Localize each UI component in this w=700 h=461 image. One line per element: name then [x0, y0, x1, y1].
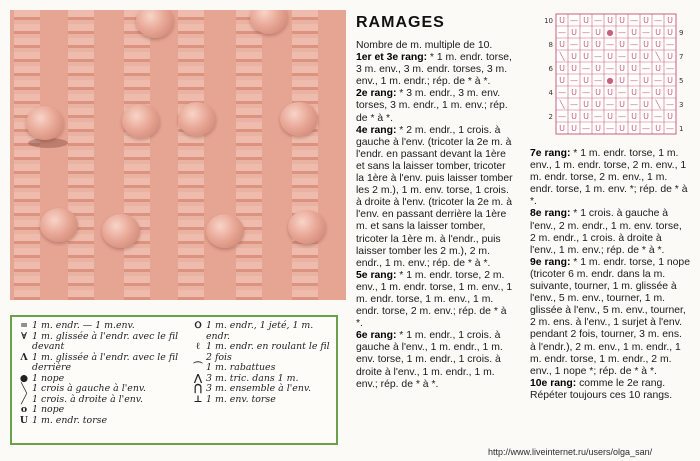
- row-label: 9e rang:: [530, 256, 571, 268]
- row-text: * 1 m. endr. torse, 1 m. env., 1 m. endr. torse, 2 m. env., 1 m. endr. torse, 2 m. env., 1 m. endr. torse, 1 m. env. *; rép. de * à *.: [530, 148, 688, 208]
- legend-text: 1 m. endr. en roulant le fil 2 fois: [206, 341, 330, 363]
- stitch-chart: [544, 12, 696, 138]
- chart-cell-symbol: U: [583, 100, 589, 109]
- chart-cell-symbol: —: [606, 64, 614, 73]
- legend-text: 1 crois à gauche à l'env.: [32, 383, 147, 394]
- chart-cell-symbol: U: [643, 76, 649, 85]
- bobble: [288, 210, 326, 244]
- chart-cell-symbol: —: [594, 52, 602, 61]
- chart-cell-symbol: U: [655, 64, 661, 73]
- legend-text: 1 m. env. torse: [206, 393, 276, 405]
- chart-cell-symbol: —: [558, 112, 566, 121]
- row-text: * 1 m. endr. torse, 1 nope (tricoter 6 m. endr. dans la m. suivante, tourner, 1 m. glissée à l'env., 5 m. env., tourner, 1 m. glissée à l'env., 5 m. env., tourner, 2 m. ens. à l'env., 1 surjet à l'env. pendant 2 fois, tourner, 3 m. ens. à l'endr.), 2 m. env., 1 m. endr., 1 m. endr. torse, 1 m. endr., 2 m. env., 1 nope *; rép. de * à *.: [530, 256, 690, 377]
- chart-row-number: 4: [548, 89, 553, 97]
- chart-row-number: 6: [548, 65, 553, 73]
- legend-item: [16, 332, 188, 353]
- chart-cell-symbol: U: [583, 16, 589, 25]
- chart-cell-symbol: U: [643, 112, 649, 121]
- chart-cell-symbol: —: [594, 112, 602, 121]
- row-instruction: [530, 257, 690, 378]
- chart-cell-symbol: —: [558, 88, 566, 97]
- chart-cell-symbol: —: [654, 112, 662, 121]
- chart-cell-symbol: —: [666, 64, 674, 73]
- legend-item: [190, 363, 336, 374]
- row-text: comme le 2e rang. Répéter toujours ces 10 rangs.: [530, 377, 673, 401]
- row-label: 7e rang:: [530, 148, 571, 159]
- bobble: [136, 10, 174, 38]
- legend-item: [16, 416, 188, 427]
- chart-cell-symbol: U: [571, 124, 577, 133]
- bind-off-icon: ⌒: [193, 362, 203, 373]
- row-label: 6e rang:: [356, 330, 397, 342]
- legend-text: 1 m. endr., 1 jeté, 1 m. endr.: [206, 320, 314, 342]
- chart-cell-symbol: U: [667, 112, 673, 121]
- chart-cell-symbol: —: [606, 100, 614, 109]
- source-url: http://www.liveinternet.ru/users/olga_san/: [488, 447, 653, 457]
- stitch-legend: [10, 315, 338, 445]
- twisted-knit-icon: U: [19, 414, 29, 426]
- chart-cell-symbol: ╲: [559, 100, 565, 109]
- chart-cell-symbol: U: [559, 124, 565, 133]
- chart-cell-symbol: —: [570, 76, 578, 85]
- chart-row-number: 2: [548, 113, 553, 121]
- knit-stitch-icon: =: [20, 320, 28, 331]
- row-instruction: [530, 378, 690, 402]
- chart-row-number: 5: [679, 77, 684, 85]
- legend-text: 1 m. glissée à l'endr. avec le fil derrière: [32, 351, 179, 373]
- knit-rib: [14, 10, 40, 300]
- chart-cell-symbol: U: [559, 76, 565, 85]
- legend-item: [190, 395, 336, 406]
- twisted-purl-icon: ⊥: [193, 393, 203, 405]
- row-label: 4e rang:: [356, 124, 397, 136]
- bobble: [122, 104, 160, 138]
- knit-rib: [178, 10, 204, 300]
- chart-cell-symbol: U: [607, 16, 613, 25]
- chart-row-number: 3: [679, 101, 684, 109]
- legend-item: [16, 405, 188, 416]
- chart-cell-symbol: —: [570, 100, 578, 109]
- slip-yarn-back-icon: Λ: [20, 351, 28, 363]
- three-together-icon: ⋀: [194, 372, 202, 384]
- chart-row-number: 8: [548, 41, 553, 49]
- row-text: * 3 m. endr., 3 m. env. torses, 3 m. endr., 1 m. env.; rép. de * à *.: [356, 88, 508, 124]
- chart-cell-symbol: U: [583, 40, 589, 49]
- row-text: * 1 m. endr. torse, 2 m. env., 1 m. endr. torse, 1 m. env., 1 m. endr. torse, 1 m. env., 1 m. endr. torse, 2 m. env.; rép. de * à *.: [356, 269, 513, 330]
- chart-cell-symbol: —: [630, 16, 638, 25]
- chart-cell-symbol: U: [631, 112, 637, 121]
- chart-cell-symbol: —: [582, 28, 590, 37]
- chart-cell-symbol: U: [643, 40, 649, 49]
- legend-item: [190, 321, 336, 342]
- chart-cell-symbol: —: [582, 124, 590, 133]
- chart-cell-symbol: U: [643, 52, 649, 61]
- chart-cell-symbol: —: [618, 28, 626, 37]
- chart-cell-symbol: —: [630, 76, 638, 85]
- legend-item: [190, 384, 336, 395]
- chart-row-number: 7: [679, 53, 684, 61]
- pattern-title: RAMAGES: [356, 14, 445, 31]
- knit-rib: [292, 10, 318, 300]
- instructions-column-2: [530, 148, 690, 402]
- chart-cell-symbol: U: [655, 40, 661, 49]
- row-label: 10e rang:: [530, 377, 577, 389]
- chart-cell-symbol: —: [630, 100, 638, 109]
- chart-cell-symbol: —: [558, 28, 566, 37]
- chart-cell-symbol: —: [594, 16, 602, 25]
- chart-cell-symbol: U: [607, 112, 613, 121]
- row-instruction: [356, 125, 516, 270]
- chart-cell-symbol: U: [571, 28, 577, 37]
- chart-cell-symbol: —: [654, 16, 662, 25]
- row-text: * 1 m. endr. torse, 3 m. env., 3 m. endr. torses, 3 m. env., 1 m. endr.; rép. de * à *.: [356, 52, 512, 88]
- chart-cell-symbol: —: [570, 16, 578, 25]
- bobble: [178, 102, 216, 136]
- cross-right-icon: ╱: [21, 393, 27, 405]
- chart-cell-symbol: U: [571, 88, 577, 97]
- row-instruction: [356, 330, 516, 390]
- chart-cell-symbol: U: [667, 16, 673, 25]
- chart-cell-symbol: ╲: [655, 52, 661, 61]
- chart-cell-symbol: U: [607, 88, 613, 97]
- legend-text: 1 nope: [32, 404, 65, 415]
- chart-cell-symbol: —: [570, 40, 578, 49]
- legend-item: [16, 353, 188, 374]
- chart-cell-symbol: ●: [606, 28, 614, 37]
- chart-cell-symbol: U: [667, 76, 673, 85]
- chart-cell-symbol: U: [667, 88, 673, 97]
- chart-cell-symbol: U: [631, 52, 637, 61]
- row-instruction: [530, 208, 690, 256]
- row-text: * 1 crois. à gauche à l'env., 2 m. endr., 1 m. env. torse, 2 m. endr., 1 crois. à droite à l'env., 1 m. env.; rép. de * à *.: [530, 208, 682, 256]
- chart-cell-symbol: U: [667, 28, 673, 37]
- chart-cell-symbol: U: [571, 64, 577, 73]
- chart-cell-symbol: U: [619, 124, 625, 133]
- chart-cell-symbol: —: [642, 28, 650, 37]
- legend-text: 1 m. endr. — 1 m.env.: [32, 320, 135, 331]
- chart-cell-symbol: —: [654, 76, 662, 85]
- row-label: 2e rang:: [356, 88, 397, 100]
- chart-cell-symbol: U: [619, 100, 625, 109]
- chart-cell-symbol: U: [619, 64, 625, 73]
- chart-cell-symbol: —: [618, 52, 626, 61]
- bobble: [102, 214, 140, 248]
- chart-cell-symbol: U: [595, 124, 601, 133]
- knit-rib: [124, 10, 150, 300]
- chart-cell-symbol: U: [559, 16, 565, 25]
- chart-cell-symbol: —: [618, 112, 626, 121]
- chart-cell-symbol: U: [583, 76, 589, 85]
- chart-cell-symbol: —: [618, 88, 626, 97]
- chart-cell-symbol: ╲: [655, 100, 661, 109]
- chart-cell-symbol: U: [643, 16, 649, 25]
- chart-cell-symbol: —: [666, 40, 674, 49]
- legend-text: 3 m. tric. dans 1 m.: [206, 372, 299, 384]
- chart-cell-symbol: U: [571, 52, 577, 61]
- chart-row-number: 10: [544, 17, 553, 25]
- chart-cell-symbol: —: [666, 100, 674, 109]
- legend-item: [190, 342, 336, 363]
- chart-row-number: 1: [679, 125, 684, 133]
- instructions-column-1: [356, 40, 516, 391]
- chart-cell-symbol: —: [630, 40, 638, 49]
- chart-cell-symbol: U: [571, 112, 577, 121]
- chart-cell-symbol: —: [666, 124, 674, 133]
- chart-row-number: 9: [679, 29, 684, 37]
- knit-swatch-photo: [10, 10, 346, 300]
- row-text: * 1 m. endr., 1 crois. à gauche à l'env., 1 m. endr., 1 m. env. torse, 1 m. endr., 1 crois. à droite à l'env., 1 m. endr., 1 m. env.; rép. de * à *.: [356, 330, 503, 390]
- chart-cell-symbol: ╲: [559, 52, 565, 61]
- bobble: [206, 214, 244, 248]
- knit-rib: [236, 10, 262, 300]
- slip-yarn-front-icon: ∀: [20, 330, 27, 342]
- chart-cell-symbol: —: [582, 88, 590, 97]
- row-instruction: [356, 52, 516, 88]
- bobble: [40, 208, 78, 242]
- legend-text: 1 m. rabattues: [206, 362, 276, 373]
- chart-cell-symbol: U: [619, 16, 625, 25]
- bobble: [280, 102, 318, 136]
- chart-cell-symbol: —: [582, 64, 590, 73]
- chart-cell-symbol: U: [667, 52, 673, 61]
- legend-column-right: [190, 321, 336, 405]
- legend-text: 1 crois. à droite à l'env.: [32, 393, 143, 405]
- chart-cell-symbol: —: [642, 88, 650, 97]
- chart-cell-symbol: U: [583, 52, 589, 61]
- chart-cell-symbol: U: [559, 64, 565, 73]
- row-instruction: [356, 270, 516, 330]
- row-text: Nombre de m. multiple de 10.: [356, 40, 493, 51]
- chart-cell-symbol: U: [619, 76, 625, 85]
- bobble: [26, 106, 64, 140]
- yarn-over-icon: Ⲟ: [194, 320, 202, 331]
- chart-cell-symbol: U: [607, 52, 613, 61]
- row-label: 8e rang:: [530, 208, 571, 220]
- chart-cell-symbol: —: [594, 76, 602, 85]
- legend-text: 1 nope: [32, 372, 65, 384]
- chart-cell-symbol: U: [595, 100, 601, 109]
- legend-item: [16, 384, 188, 395]
- chart-cell-symbol: —: [642, 64, 650, 73]
- legend-text: 3 m. ensemble à l'env.: [206, 383, 312, 394]
- chart-cell-symbol: U: [595, 28, 601, 37]
- legend-column-left: [16, 321, 188, 426]
- legend-text: 1 m. endr. torse: [32, 414, 108, 426]
- chart-cell-symbol: U: [559, 40, 565, 49]
- nope-small-icon: o: [20, 404, 28, 415]
- row-text: * 2 m. endr., 1 crois. à gauche à l'env. (tricoter la 2e m. à l'endr. en passant devant la 1ère et sans la laisser tomber, tricoter la 1ère à l'env. puis laisser tomber les 2 m.), 1 m. env. torse, 1 crois. à droite à l'env. (tricoter la 2e m. à l'env. en passant derrière la 1ère m. et sans la laisser tomber, tricoter la 1ère m. à l'endr., puis laisser tomber les 2 m.), 2 m. endr., 1 m. env.; rép. de * à *.: [356, 124, 513, 269]
- chart-cell-symbol: U: [595, 88, 601, 97]
- chart-cell-symbol: U: [655, 88, 661, 97]
- chart-cell-symbol: U: [655, 124, 661, 133]
- row-instruction: [356, 40, 516, 52]
- chart-cell-symbol: —: [642, 124, 650, 133]
- chart-cell-symbol: U: [631, 88, 637, 97]
- chart-cell-symbol: U: [655, 28, 661, 37]
- nope-icon: ●: [19, 372, 29, 384]
- chart-cell-symbol: ●: [606, 76, 614, 85]
- chart-cell-symbol: U: [631, 28, 637, 37]
- cross-left-icon: ╲: [21, 383, 27, 394]
- chart-cell-symbol: U: [643, 100, 649, 109]
- wrap-icon: ℓ: [196, 341, 200, 352]
- row-instruction: [356, 88, 516, 124]
- chart-cell-symbol: U: [631, 64, 637, 73]
- legend-text: 1 m. glissée à l'endr. avec le fil devant: [32, 330, 179, 352]
- legend-item: [16, 321, 188, 332]
- chart-cell-symbol: —: [606, 40, 614, 49]
- chart-cell-symbol: U: [595, 64, 601, 73]
- row-instruction: [530, 148, 690, 208]
- chart-cell-symbol: U: [619, 40, 625, 49]
- chart-cell-symbol: U: [631, 124, 637, 133]
- dec-three-icon: ⋂: [194, 383, 202, 394]
- chart-cell-symbol: U: [595, 40, 601, 49]
- row-label: 5e rang:: [356, 269, 397, 281]
- row-label: 1er et 3e rang:: [356, 52, 428, 64]
- chart-cell-symbol: —: [606, 124, 614, 133]
- knit-rib: [68, 10, 94, 300]
- chart-cell-symbol: U: [583, 112, 589, 121]
